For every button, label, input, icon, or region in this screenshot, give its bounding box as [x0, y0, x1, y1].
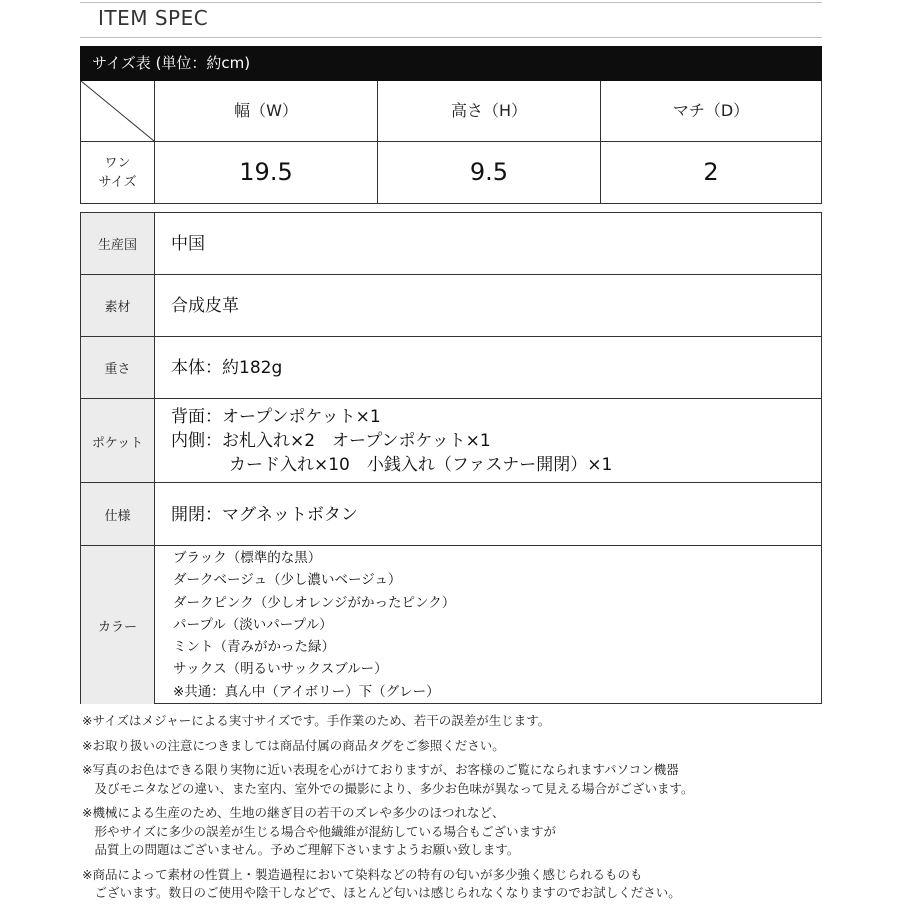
spec-label: 重さ	[81, 337, 155, 398]
note-line: 形やサイズに多少の誤差が生じる場合や他繊維が混紡している場合もございますが	[82, 823, 557, 839]
spec-value: 中国	[171, 233, 205, 254]
spec-table	[80, 212, 822, 704]
spec-label: カラー	[81, 546, 155, 704]
spec-value: 開閉：マグネットボタン	[171, 504, 358, 525]
size-row-label	[81, 142, 154, 203]
note-line: ※お取り扱いの注意につきましては商品付属の商品タグをご参照ください。	[82, 737, 505, 753]
pocket-line: 背面：オープンポケット×1	[171, 407, 381, 427]
size-table-caption: サイズ表 (単位：約cm)	[80, 46, 822, 81]
note-line: 及びモニタなどの違い、また室内、室外での撮影により、多少お色味が異なって見える場合がございます。	[82, 780, 694, 796]
spec-row-spec	[81, 482, 821, 546]
note-block	[82, 761, 822, 798]
color-line: ブラック（標準的な黒）	[173, 550, 322, 567]
notes	[82, 712, 822, 909]
spec-row-pocket	[81, 398, 821, 483]
color-line: ダークベージュ（少し濃いベージュ）	[173, 572, 402, 589]
spec-label: ポケット	[81, 399, 155, 483]
spec-label: 仕様	[81, 483, 155, 546]
diagonal-corner-cell	[81, 81, 155, 142]
size-row-label-line: ワン	[104, 155, 131, 171]
pocket-line: カード入れ×10 小銭入れ（ファスナー開閉）×1	[229, 455, 613, 475]
size-value-height: 9.5	[469, 158, 509, 186]
size-table	[80, 81, 822, 204]
size-value-depth: 2	[703, 158, 719, 186]
header-bottom-rule	[80, 37, 822, 38]
note-block	[82, 712, 822, 731]
spec-value	[171, 399, 813, 483]
size-header-depth: マチ（D）	[672, 101, 750, 120]
note-line: ※商品によって素材の性質上・製造過程において染料などの特有の匂いが多少強く感じられるものも	[82, 866, 643, 882]
color-line: サックス（明るいサックスブルー）	[173, 661, 388, 678]
spec-row-weight	[81, 336, 821, 398]
note-block	[82, 866, 822, 903]
spec-label: 素材	[81, 275, 155, 336]
spec-row-material	[81, 274, 821, 336]
note-block	[82, 804, 822, 860]
spec-value	[173, 546, 813, 704]
pocket-line: 内側：お札入れ×2 オープンポケット×1	[171, 431, 491, 451]
spec-label: 生産国	[81, 213, 155, 274]
note-line: ございます。数日のご使用や陰干しなどで、ほとんど匂いは感じられなくなりますのでお試しください。	[82, 885, 681, 900]
size-row-label-line: サイズ	[98, 174, 137, 190]
note-line: ※サイズはメジャーによる実寸サイズです。手作業のため、若干の誤差が生じます。	[82, 713, 551, 728]
section-title: ITEM SPEC	[98, 6, 209, 30]
spec-value: 本体：約182g	[171, 357, 283, 378]
header-top-rule	[80, 2, 822, 3]
spec-row-country	[81, 213, 821, 274]
color-line: ミント（青みがかった緑）	[173, 639, 335, 656]
spec-value: 合成皮革	[171, 295, 239, 316]
color-line: ※共通：真ん中（アイボリー）下（グレー）	[173, 683, 440, 700]
color-line: ダークピンク（少しオレンジがかったピンク）	[173, 594, 456, 611]
note-line: ※写真のお色はできる限り実物に近い表現を心がけておりますが、お客様のご覧になられますパソコン機器	[82, 762, 679, 777]
note-line: 品質上の問題はございません。予めご理解下さいますようお願い致します。	[82, 842, 520, 857]
color-line: パープル（淡いパープル）	[173, 616, 333, 633]
size-value-width: 19.5	[239, 158, 293, 186]
spec-row-color	[81, 545, 821, 704]
size-header-width: 幅（W）	[234, 101, 298, 120]
size-header-height: 高さ（H）	[450, 101, 528, 120]
note-line: ※機械による生産のため、生地の継ぎ目の若干のズレや多少のほつれなど、	[82, 805, 505, 820]
note-block	[82, 737, 822, 756]
